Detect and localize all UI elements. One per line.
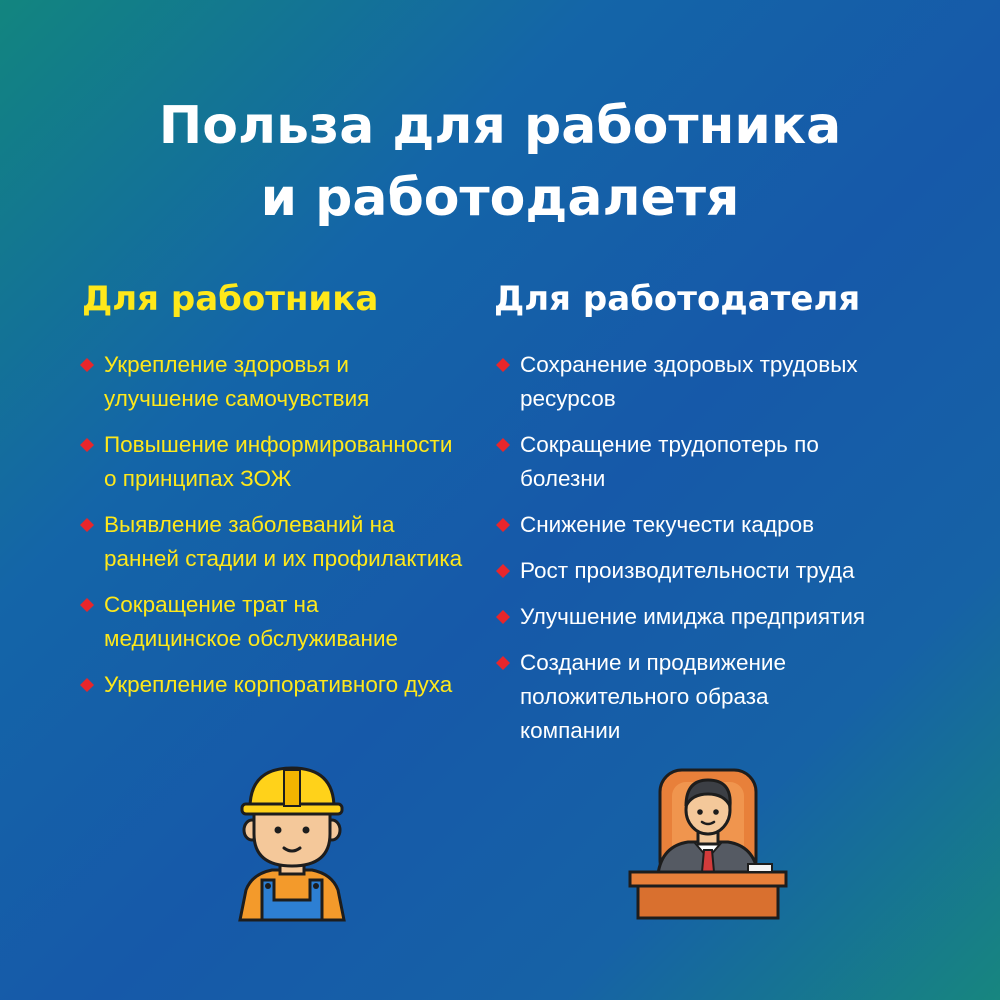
item-line: Укрепление здоровья и <box>104 352 349 377</box>
item-line: Создание и продвижение <box>520 650 786 675</box>
employee-benefits-column <box>78 276 498 714</box>
item-line: улучшение самочувствия <box>104 386 370 411</box>
item-line: Укрепление корпоративного духа <box>104 672 453 697</box>
list-item <box>494 600 914 634</box>
title-line-1: Польза для работника <box>158 96 842 156</box>
employee-heading: Для работника <box>82 279 379 319</box>
item-line: Повышение информированности <box>104 432 453 457</box>
red-diamond-bullet-icon <box>496 610 510 624</box>
list-item <box>78 588 498 656</box>
list-item <box>494 554 914 588</box>
list-item <box>494 508 914 542</box>
item-line: Выявление заболеваний на <box>104 512 395 537</box>
list-item <box>494 428 914 496</box>
item-line: болезни <box>520 466 606 491</box>
red-diamond-bullet-icon <box>80 598 94 612</box>
red-diamond-bullet-icon <box>80 438 94 452</box>
red-diamond-bullet-icon <box>496 564 510 578</box>
item-line: Сокращение трат на <box>104 592 319 617</box>
item-line: Рост производительности труда <box>520 558 855 583</box>
item-line: положительного образа <box>520 684 769 709</box>
item-line: медицинское обслуживание <box>104 626 399 651</box>
red-diamond-bullet-icon <box>496 656 510 670</box>
list-item <box>78 428 498 496</box>
list-item <box>494 646 914 748</box>
businessman-at-desk-icon <box>628 762 788 922</box>
construction-worker-icon <box>232 762 352 922</box>
list-item <box>78 508 498 576</box>
list-item <box>494 348 914 416</box>
red-diamond-bullet-icon <box>80 518 94 532</box>
red-diamond-bullet-icon <box>80 358 94 372</box>
item-line: Снижение текучести кадров <box>520 512 815 537</box>
title-line-2: и работодалетя <box>260 168 740 228</box>
item-line: ранней стадии и их профилактика <box>104 546 463 571</box>
red-diamond-bullet-icon <box>496 518 510 532</box>
employer-benefits-list <box>494 348 914 748</box>
item-line: компании <box>520 718 621 743</box>
red-diamond-bullet-icon <box>496 358 510 372</box>
employee-benefits-list <box>78 348 498 702</box>
item-line: о принципах ЗОЖ <box>104 466 292 491</box>
employer-heading: Для работодателя <box>494 279 861 319</box>
employer-benefits-column <box>494 276 914 760</box>
item-line: Улучшение имиджа предприятия <box>520 604 866 629</box>
red-diamond-bullet-icon <box>80 678 94 692</box>
red-diamond-bullet-icon <box>496 438 510 452</box>
list-item <box>78 348 498 416</box>
item-line: Сокращение трудопотерь по <box>520 432 819 457</box>
list-item <box>78 668 498 702</box>
item-line: ресурсов <box>520 386 616 411</box>
item-line: Сохранение здоровых трудовых <box>520 352 858 377</box>
page-title <box>0 90 1000 234</box>
